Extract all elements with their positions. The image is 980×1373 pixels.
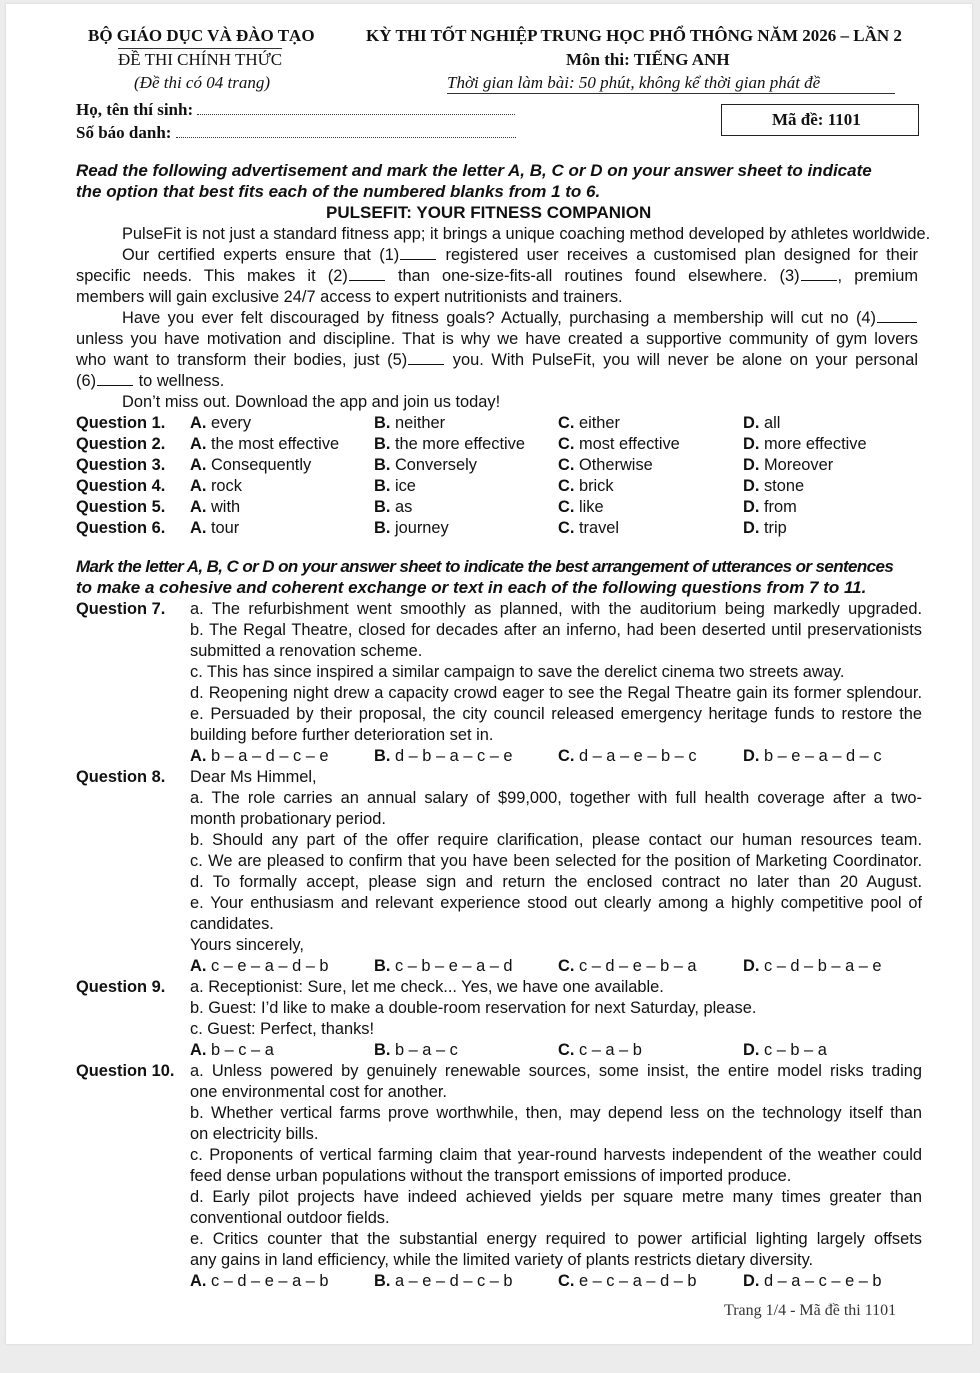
option-letter: C. (558, 498, 575, 516)
option-letter: C. (558, 1272, 575, 1290)
answer-option[interactable] (558, 455, 653, 476)
ad-title: PULSEFIT: YOUR FITNESS COMPANION (326, 203, 652, 222)
answer-option[interactable] (743, 455, 833, 476)
question-text-line (76, 683, 922, 704)
option-text: more effective (763, 435, 867, 453)
option-text: a – e – d – c – b (394, 1272, 513, 1290)
option-text: d – a – c – e – b (763, 1272, 882, 1290)
option-letter: B. (374, 435, 391, 453)
answer-option[interactable] (190, 413, 251, 434)
sentence-text: d. Reopening night drew a capacity crowd eager to see the Regal Theatre gain its former splendour. (190, 684, 922, 702)
option-text: c – b – a (763, 1041, 827, 1059)
ad-paragraph-3-line2: unless you have motivation and discipline. That is why we have created a supportive community of gym lovers (76, 330, 918, 348)
name-dotted-line (197, 102, 515, 115)
option-letter: B. (374, 1041, 391, 1059)
blank-6 (97, 384, 133, 386)
answer-option[interactable] (743, 476, 804, 497)
question-text-line (76, 767, 922, 788)
sentence-text: conventional outdoor fields. (190, 1209, 390, 1227)
question-label: Question 2. (76, 435, 166, 453)
question-row (76, 497, 936, 518)
option-text: d – a – e – b – c (578, 747, 697, 765)
option-text: as (394, 498, 413, 516)
sentence-text: candidates. (190, 915, 274, 933)
answer-option[interactable] (743, 497, 797, 518)
answer-option[interactable] (743, 1271, 882, 1292)
answer-option[interactable] (374, 476, 416, 497)
option-letter: D. (743, 957, 760, 975)
answer-option[interactable] (374, 746, 513, 767)
question-text-line (76, 1103, 922, 1124)
time-note-rule (447, 93, 895, 94)
sentence-text: c. We are pleased to confirm that you have been selected for the position of Marketing Coordinator. (190, 852, 922, 870)
option-letter: D. (743, 435, 760, 453)
blank-2 (349, 279, 385, 281)
answer-option[interactable] (374, 413, 445, 434)
option-letter: C. (558, 747, 575, 765)
option-text: d – b – a – c – e (394, 747, 513, 765)
option-letter: C. (558, 456, 575, 474)
question-row (76, 434, 936, 455)
answer-option[interactable] (558, 1271, 697, 1292)
option-text: the most effective (210, 435, 340, 453)
question-text-line (76, 1082, 922, 1103)
blank-4 (877, 321, 917, 323)
question-label: Question 3. (76, 456, 166, 474)
option-letter: C. (558, 477, 575, 495)
option-text: neither (394, 414, 446, 432)
question-text-line (76, 662, 922, 683)
option-letter: B. (374, 414, 391, 432)
answer-options-row (76, 746, 922, 767)
answer-option[interactable] (558, 413, 620, 434)
question-row (76, 413, 936, 434)
question-row (76, 455, 936, 476)
question-text-line (76, 830, 922, 851)
option-text: the more effective (394, 435, 525, 453)
page-footer: Trang 1/4 - Mã đề thi 1101 (724, 1302, 897, 1319)
option-text: c – d – e – a – b (210, 1272, 329, 1290)
option-letter: B. (374, 477, 391, 495)
exam-code: Mã đề: 1101 (772, 110, 861, 129)
option-letter: A. (190, 414, 207, 432)
sentence-text: c. Guest: Perfect, thanks! (190, 1020, 375, 1038)
id-dotted-line (176, 125, 516, 138)
question-row (76, 518, 936, 539)
question-text-line (76, 1229, 922, 1250)
option-letter: A. (190, 957, 207, 975)
option-letter: D. (743, 1272, 760, 1290)
option-text: with (210, 498, 241, 516)
question-text-line (76, 1250, 922, 1271)
question-label: Question 5. (76, 498, 166, 516)
option-text: like (578, 498, 604, 516)
question-text-line (76, 620, 922, 641)
option-letter: C. (558, 435, 575, 453)
sentence-text: c. This has since inspired a similar campaign to save the derelict cinema two streets away. (190, 663, 845, 681)
question-text-line (76, 1061, 922, 1082)
option-text: travel (578, 519, 620, 537)
sentence-text: a. The refurbishment went smoothly as planned, with the auditorium being markedly upgraded. (190, 600, 922, 618)
option-letter: A. (190, 1041, 207, 1059)
option-letter: D. (743, 1041, 760, 1059)
time-note: Thời gian làm bài: 50 phút, không kể thời gian phát đề (447, 73, 821, 92)
subject-label: Môn thi: TIẾNG ANH (566, 50, 730, 69)
answer-option[interactable] (374, 497, 412, 518)
answer-options-row (76, 1271, 922, 1292)
question-label: Question 4. (76, 477, 166, 495)
option-letter: C. (558, 414, 575, 432)
question-text-line (76, 893, 922, 914)
question-text-line (76, 1208, 922, 1229)
blank-5 (408, 363, 444, 365)
option-letter: D. (743, 456, 760, 474)
sentence-text: d. Early pilot projects have indeed achieved yields per square metre many times greater than (190, 1188, 922, 1206)
option-text: every (210, 414, 252, 432)
option-letter: C. (558, 957, 575, 975)
section1-instruction-line2: the option that best fits each of the numbered blanks from 1 to 6. (76, 182, 601, 201)
question-text-line (76, 1187, 922, 1208)
answer-option[interactable] (743, 746, 882, 767)
option-text: c – b – e – a – d (394, 957, 513, 975)
answer-option[interactable] (558, 434, 680, 455)
option-text: Consequently (210, 456, 312, 474)
candidate-id-field[interactable] (76, 123, 516, 143)
sentence-text: e. Your enthusiasm and relevant experience stood out clearly among a highly competitive pool of (190, 894, 922, 912)
exam-title: KỲ THI TỐT NGHIỆP TRUNG HỌC PHỔ THÔNG NĂM 2026 – LẦN 2 (366, 26, 902, 45)
section2-instruction-line1: Mark the letter A, B, C or D on your answer sheet to indicate the best arrangement of utterances or sentences (76, 557, 894, 576)
answer-option[interactable] (558, 497, 604, 518)
question-text-line (76, 935, 922, 956)
question-text-line (76, 599, 922, 620)
question-label: Question 7. (76, 600, 166, 618)
sentence-text: b. Whether vertical farms prove worthwhile, then, may depend less on the technology itself than (190, 1104, 922, 1122)
question-row (76, 476, 936, 497)
option-letter: A. (190, 435, 207, 453)
option-text: most effective (578, 435, 680, 453)
answer-option[interactable] (190, 434, 339, 455)
option-letter: B. (374, 747, 391, 765)
question-text-line (76, 641, 922, 662)
sentence-text: building before further deterioration set in. (190, 726, 494, 744)
option-text: brick (578, 477, 614, 495)
answer-option[interactable] (190, 476, 242, 497)
option-letter: C. (558, 1041, 575, 1059)
sentence-text: e. Critics counter that the substantial energy required to power artificial lighting largely offsets (190, 1230, 922, 1248)
questions-1-6 (76, 413, 936, 539)
option-text: all (763, 414, 781, 432)
sentence-text: b. Should any part of the offer require clarification, please contact our human resources team. (190, 831, 922, 849)
sentence-text: a. The role carries an annual salary of $99,000, together with full health coverage after a two- (190, 789, 922, 807)
answer-option[interactable] (190, 746, 329, 767)
question-text-line (76, 1019, 922, 1040)
option-text: from (763, 498, 797, 516)
option-letter: B. (374, 456, 391, 474)
option-text: tour (210, 519, 240, 537)
option-letter: D. (743, 414, 760, 432)
question-text-line (76, 998, 922, 1019)
answer-option[interactable] (558, 518, 619, 539)
exam-page (6, 4, 972, 1344)
sentence-text: b. The Regal Theatre, closed for decades after an inferno, had been deserted until preservationists (190, 621, 922, 639)
answer-option[interactable] (374, 455, 477, 476)
ad-paragraph-3-line4: (6) to wellness. (76, 372, 225, 390)
question-text-line (76, 851, 922, 872)
option-letter: B. (374, 1272, 391, 1290)
sentence-text: submitted a renovation scheme. (190, 642, 423, 660)
option-text: Otherwise (578, 456, 653, 474)
answer-option[interactable] (374, 1040, 458, 1061)
ad-body (76, 224, 931, 413)
option-letter: A. (190, 498, 207, 516)
option-text: Conversely (394, 456, 477, 474)
question-text-line (76, 1166, 922, 1187)
answer-options-row (76, 1040, 922, 1061)
question-text-line (76, 914, 922, 935)
question-text-line (76, 788, 922, 809)
answer-option[interactable] (558, 1040, 642, 1061)
option-text: trip (763, 519, 787, 537)
option-text: b – e – a – d – c (763, 747, 882, 765)
section1-instruction-line1: Read the following advertisement and mark the letter A, B, C or D on your answer sheet to indicate (76, 161, 872, 180)
ministry-name: BỘ GIÁO DỤC VÀ ĐÀO TẠO (88, 26, 315, 45)
sentence-text: month probationary period. (190, 810, 386, 828)
option-text: e – c – a – d – b (578, 1272, 697, 1290)
question-label: Question 9. (76, 978, 166, 996)
sentence-text: e. Persuaded by their proposal, the city council released emergency heritage funds to restore the (190, 705, 922, 723)
option-text: journey (394, 519, 449, 537)
sentence-text: b. Guest: I’d like to make a double-room reservation for next Saturday, please. (190, 999, 757, 1017)
sentence-text: a. Unless powered by genuinely renewable sources, some insist, the entire model risks trading (190, 1062, 922, 1080)
ad-paragraph-4: Don’t miss out. Download the app and join us today! (122, 393, 501, 411)
sentence-text: any gains in land efficiency, while the limited variety of plants restricts dietary diversity. (190, 1251, 814, 1269)
blank-3 (801, 279, 837, 281)
answer-option[interactable] (190, 956, 329, 977)
option-text: b – a – d – c – e (210, 747, 329, 765)
option-text: rock (210, 477, 242, 495)
sentence-text: Dear Ms Himmel, (190, 768, 317, 786)
option-letter: A. (190, 456, 207, 474)
question-text-line (76, 704, 922, 725)
answer-option[interactable] (558, 956, 697, 977)
answer-option[interactable] (743, 956, 882, 977)
answer-options-row (76, 956, 922, 977)
question-text-line (76, 977, 922, 998)
question-text-line (76, 725, 922, 746)
answer-option[interactable] (374, 434, 525, 455)
option-letter: A. (190, 747, 207, 765)
option-letter: A. (190, 477, 207, 495)
ad-paragraph-3-line3: who want to transform their bodies, just (5) you. With PulseFit, you will never be alone on your personal (76, 351, 918, 369)
question-text-line (76, 809, 922, 830)
question-label: Question 6. (76, 519, 166, 537)
pages-note: (Đề thi có 04 trang) (134, 73, 270, 92)
option-text: either (578, 414, 620, 432)
question-text-line (76, 1145, 922, 1166)
option-text: c – e – a – d – b (210, 957, 329, 975)
answer-option[interactable] (190, 518, 239, 539)
ad-paragraph-2-line1: Our certified experts ensure that (1) registered user receives a customised plan designed for their (122, 246, 918, 264)
question-label: Question 8. (76, 768, 166, 786)
answer-option[interactable] (558, 476, 614, 497)
ad-paragraph-2-line2: specific needs. This makes it (2) than one-size-fits-all routines found elsewhere. (3) , premium (76, 267, 918, 285)
ad-paragraph-3-line1: Have you ever felt discouraged by fitness goals? Actually, purchasing a membership will cut no (4) (76, 308, 918, 329)
option-letter: A. (190, 1272, 207, 1290)
sentence-text: Yours sincerely, (190, 936, 304, 954)
sentence-text: a. Receptionist: Sure, let me check... Yes, we have one available. (190, 978, 664, 996)
candidate-name-field[interactable] (76, 100, 515, 120)
answer-option[interactable] (558, 746, 697, 767)
option-letter: B. (374, 498, 391, 516)
option-text: c – d – b – a – e (763, 957, 882, 975)
option-text: c – d – e – b – a (578, 957, 697, 975)
option-letter: B. (374, 519, 391, 537)
sentence-text: on electricity bills. (190, 1125, 319, 1143)
answer-option[interactable] (374, 518, 449, 539)
option-text: b – a – c (394, 1041, 458, 1059)
answer-option[interactable] (374, 1271, 513, 1292)
answer-option[interactable] (190, 497, 240, 518)
option-letter: A. (190, 519, 207, 537)
option-letter: C. (558, 519, 575, 537)
section2-instruction-line2: to make a cohesive and coherent exchange or text in each of the following questions from 7 to 11. (76, 578, 867, 597)
answer-option[interactable] (743, 518, 787, 539)
option-text: Moreover (763, 456, 834, 474)
answer-option[interactable] (743, 1040, 827, 1061)
answer-option[interactable] (190, 1271, 329, 1292)
question-label: Question 10. (76, 1062, 175, 1080)
sentence-text: feed dense urban populations without the transport emissions of imported produce. (190, 1167, 792, 1185)
answer-option[interactable] (743, 434, 867, 455)
option-text: stone (763, 477, 805, 495)
answer-option[interactable] (743, 413, 780, 434)
option-text: b – c – a (210, 1041, 274, 1059)
answer-option[interactable] (190, 1040, 274, 1061)
blank-1 (400, 258, 436, 260)
sentence-text: one environmental cost for another. (190, 1083, 447, 1101)
option-text: c – a – b (578, 1041, 642, 1059)
option-letter: B. (374, 957, 391, 975)
option-text: ice (394, 477, 416, 495)
ad-paragraph-2-line3: members will gain exclusive 24/7 access to expert nutritionists and trainers. (76, 288, 623, 306)
candidate-id-label: Số báo danh: (76, 123, 172, 142)
option-letter: D. (743, 747, 760, 765)
answer-option[interactable] (374, 956, 513, 977)
ad-paragraph-1: PulseFit is not just a standard fitness app; it brings a unique coaching method developed by athletes worldwide. (122, 225, 931, 243)
sentence-text: d. To formally accept, please sign and return the enclosed contract no later than 20 August. (190, 873, 922, 891)
questions-7-10 (76, 599, 922, 1292)
question-text-line (76, 1124, 922, 1145)
sentence-text: c. Proponents of vertical farming claim that year-round harvests independent of the weather could (190, 1146, 922, 1164)
option-letter: D. (743, 519, 760, 537)
question-label: Question 1. (76, 414, 166, 432)
answer-option[interactable] (190, 455, 311, 476)
option-letter: D. (743, 477, 760, 495)
official-label: ĐỀ THI CHÍNH THỨC (118, 50, 283, 69)
question-text-line (76, 872, 922, 893)
option-letter: D. (743, 498, 760, 516)
candidate-name-label: Họ, tên thí sinh: (76, 100, 194, 119)
